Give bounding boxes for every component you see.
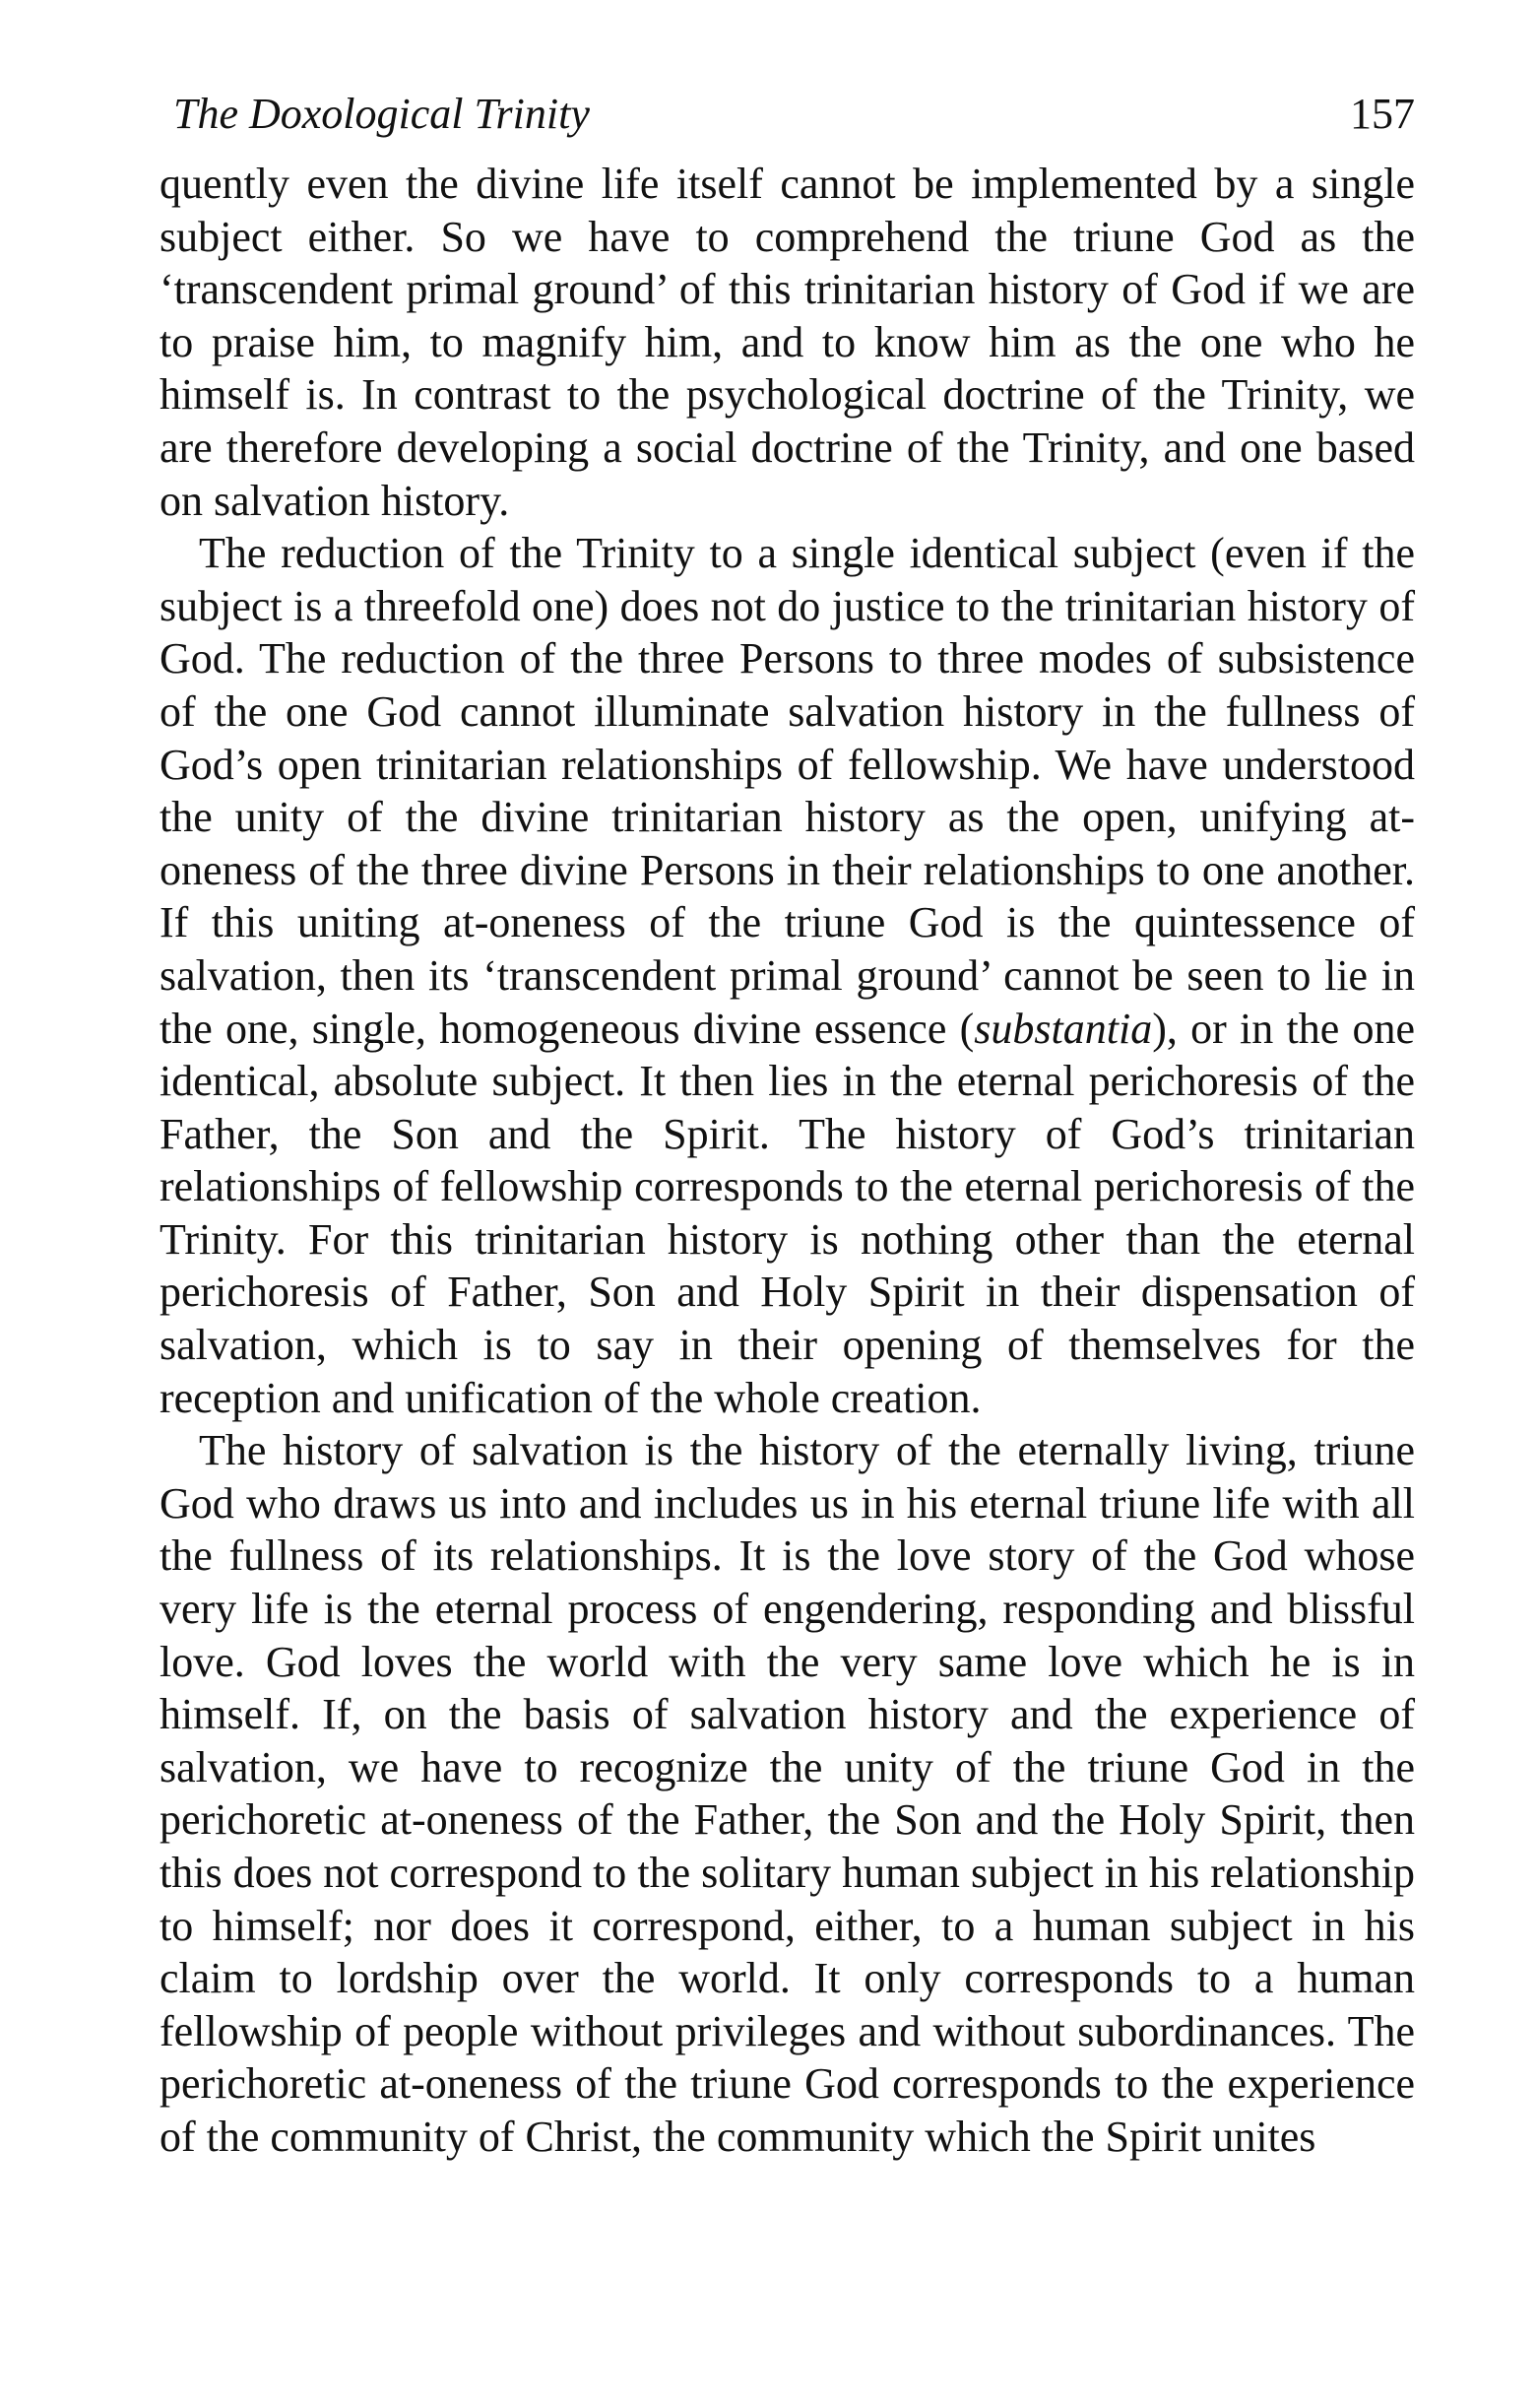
body-text bbox=[160, 158, 1415, 2164]
paragraph-2-text-after: ), or in the one identical, absolute subject. It then lies in the eternal perichoresis of the Father, the Son and the Spirit. The history of God’s trinitarian relationships of fellowship corresponds to the eternal perichoresis of the Trinity. For this trinitarian history is nothing other than the eternal perichoresis of Father, Son and Holy Spirit in their dispensation of salvation, which is to say in their opening of themselves for the reception and unification of the whole creation. bbox=[160, 1004, 1416, 1422]
book-page bbox=[160, 89, 1415, 2164]
paragraph-1: quently even the divine life itself cannot be implemented by a single subject either. So we have to comprehend the triune God as the ‘transcendent primal ground’ of this trinitarian history of God if we are to praise him, to magnify him, and to know him as the one who he himself is. In contrast to the psychological doctrine of the Trinity, we are therefore developing a social doctrine of the Trinity, and one based on salvation history. bbox=[160, 160, 1415, 525]
paragraph-2 bbox=[160, 527, 1415, 1424]
paragraph-3: The history of salvation is the history of the eternally living, triune God who draws us into and includes us in his eternal triune life with all the fullness of its relationships. It is the love story of the God whose very life is the eternal process of engendering, responding and blissful love. God loves the world with the very same love which he is in himself. If, on the basis of salvation history and the experience of salvation, we have to recognize the unity of the triune God in the perichoretic at-oneness of the Father, the Son and the Holy Spirit, then this does not correspond to the solitary human subject in his relationship to himself; nor does it correspond, either, to a human subject in his claim to lordship over the world. It only corresponds to a human fellowship of people without privileges and without subordinances. The perichoretic at-oneness of the triune God corresponds to the experience of the community of Christ, the community which the Spirit unites bbox=[160, 1426, 1415, 2161]
page-header bbox=[160, 89, 1415, 148]
page-number: 157 bbox=[1350, 90, 1415, 138]
latin-term-substantia: substantia bbox=[974, 1004, 1153, 1053]
paragraph-2-text-before: The reduction of the Trinity to a single identical subject (even if the subject is a threefold one) does not do justice to the trinitarian history of God. The reduction of the three Persons to three modes of subsistence of the one God cannot illuminate salvation history in the fullness of God’s open trinitarian relationships of fellowship. We have understood the unity of the divine trinitarian history as the open, unifying at-oneness of the three divine Persons in their relationships to one another. If this uniting at-oneness of the triune God is the quintessence of salvation, then its ‘transcendent primal ground’ cannot be seen to lie in the one, single, homogeneous divine essence ( bbox=[160, 529, 1415, 1053]
running-title: The Doxological Trinity bbox=[173, 90, 590, 138]
